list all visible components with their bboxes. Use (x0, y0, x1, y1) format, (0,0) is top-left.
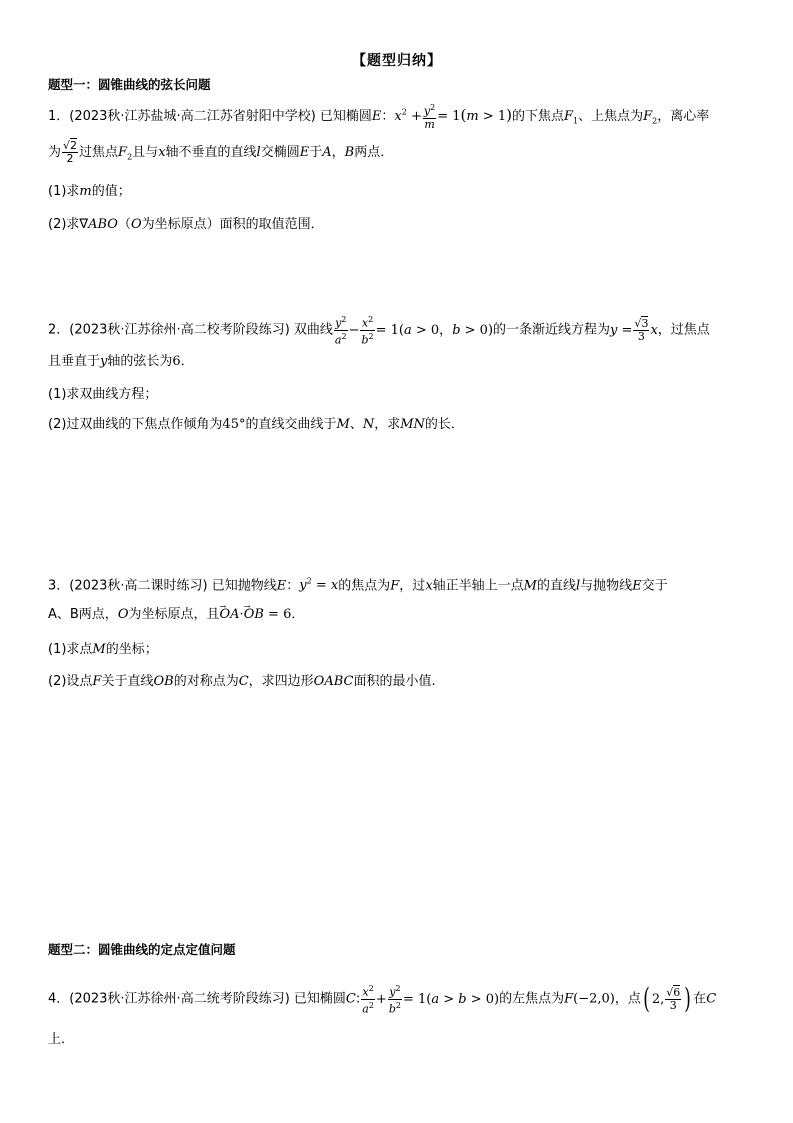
q2-source: 2．(2023秋·江苏徐州·高二校考阶段练习) 双曲线 (48, 322, 333, 338)
question-2-part-1: (1)求双曲线方程； (48, 387, 158, 402)
q2-sep: 、 (349, 417, 363, 432)
question-2-line-2 (48, 352, 194, 372)
q1-line-l: l (256, 145, 261, 160)
question-3-line-1: 3．(2023秋·高二课时练习) 已知抛物线E：$y^2 = x$的焦点为F，过x轴正半轴上一点M的直线l与抛物线E交于 (48, 577, 668, 594)
q2-tail1: ，过焦点 (657, 322, 710, 338)
question-1-part-1 (48, 182, 131, 202)
question-4-line-2: 上． (48, 1032, 75, 1047)
q3-dot-product: → OA·→ OB = 6 (220, 607, 292, 622)
question-1-line-2 (48, 140, 393, 168)
page-title: 【题型归纳】 (352, 53, 442, 69)
q3-curve-e: E (276, 578, 287, 594)
q1-part2-abo: ABO (88, 217, 118, 232)
q1-f2: $F_2$ (643, 108, 658, 126)
question-4-line-1: 4．(2023秋·江苏徐州·高二统考阶段练习) 已知椭圆C: $\frac{x^2}{a^2}$ + $\frac{y^2}{b^2}$ = 1(a > b > 0)的左焦点为F(−2,0)，点( 2, $\frac{√6}{3}$ ) 在C (48, 982, 717, 1016)
q4-source: 4．(2023秋·江苏徐州·高二统考阶段练习) 已知椭圆 (48, 991, 346, 1007)
q4-point: ( 2, $\frac{√6}{3}$ ) (643, 982, 691, 1016)
q1-mid1: 、上焦点为 (578, 108, 644, 124)
q3-mid3: 的直线 (536, 578, 576, 594)
question-3-part-1 (48, 640, 158, 660)
q1-line2-rest3: 轴不垂直的直线 (165, 145, 257, 160)
q3-part1-b: 的坐标； (105, 642, 158, 657)
q1-part2-mid: （ (117, 217, 131, 232)
q3-xaxis: x (425, 578, 433, 594)
question-3-part-2 (48, 672, 436, 692)
q3-part2-ob: OB (153, 674, 174, 689)
q2-point-m: M (336, 417, 350, 432)
question-1-part-2 (48, 215, 324, 235)
q2-after-eq: 的一条渐近线方程为 (493, 322, 611, 338)
q1-f2-b: $F_2$ (118, 145, 133, 162)
q1-eccentricity: $\frac{√2}{2}$ (63, 139, 78, 165)
q2-mn: MN (400, 417, 425, 432)
q2-part2-d: 的长． (424, 417, 464, 432)
q3-mid4: 与抛物线 (580, 578, 633, 594)
q3-focus-f: F (390, 578, 400, 594)
q3-source: 3．(2023秋·高二课时练习) 已知抛物线 (48, 578, 277, 594)
q1-f1: $F_1$ (564, 108, 579, 126)
section-heading-1: 题型一：圆锥曲线的弦长问题 (48, 77, 211, 92)
q3-line2-end: ． (291, 607, 305, 622)
q1-xaxis: x (158, 145, 166, 160)
q4-focus: F(−2,0) (564, 991, 615, 1007)
q3-part1-a: (1)求点 (48, 642, 93, 657)
question-2-part-2 (48, 415, 464, 435)
q4-equation: $\frac{x^2}{a^2}$ + $\frac{y^2}{b^2}$ = 1(a > b > 0) (362, 984, 500, 1016)
q3-part2-d: ，求四边形 (248, 674, 314, 689)
q1-part1-m: m (79, 184, 92, 199)
q2-line2-b: 轴的弦长为 (107, 354, 173, 369)
q1-line2-rest2: 且与 (132, 145, 159, 160)
q1-part2-o: O (130, 217, 142, 232)
q3-mid: ，过 (399, 578, 426, 594)
question-3-line-2 (48, 605, 304, 625)
q2-angle: 45° (222, 417, 246, 432)
q3-part2-oabc: OABC (313, 674, 354, 689)
q1-e2: E (299, 145, 310, 160)
question-1-line-1: 1．(2023秋·江苏盐城·高二江苏省射阳中学校) 已知椭圆E：$x^2$ + $\frac{y^2}{m}$ = 1(m > 1)的下焦点$F_1$、上焦点为$F_2$，离心率 (48, 103, 710, 131)
q1-curve-name: E (371, 108, 382, 124)
q2-part2-c: ，求 (374, 417, 401, 432)
q2-line2: 且垂直于 (48, 354, 101, 369)
q3-equation: $y^2 = x$ (299, 577, 339, 594)
q1-line2-rest4: 交椭圆 (260, 145, 300, 160)
q1-comma: ， (331, 145, 345, 160)
q2-part2-a: (2)过双曲线的下焦点作倾角为 (48, 417, 223, 432)
q3-after-eq: 的焦点为 (338, 578, 391, 594)
q3-part2-b: 关于直线 (101, 674, 154, 689)
q1-point-a: A (322, 145, 332, 160)
q4-tail: 在 (693, 991, 707, 1007)
q2-part2-b: 的直线交曲线于 (245, 417, 337, 432)
q1-source: 1．(2023秋·江苏盐城·高二江苏省射阳中学校) 已知椭圆 (48, 108, 372, 124)
q4-mid: ，点 (614, 991, 641, 1007)
q3-part2-e: 面积的最小值. (353, 674, 436, 689)
q3-point-m: M (523, 578, 537, 594)
q1-after-eq: 的下焦点 (511, 108, 564, 124)
q3-part2-c-point: C (238, 674, 249, 689)
q1-part2: (2)求∇ (48, 217, 89, 232)
q1-part1: (1)求 (48, 184, 80, 199)
q3-tail: 交于 (641, 578, 668, 594)
q1-line2-rest: 过焦点 (79, 145, 119, 160)
q3-part2-a: (2)设点 (48, 674, 93, 689)
q4-curve-c: C (345, 991, 356, 1007)
q4-curve-c2: C (706, 991, 717, 1007)
q1-part2-tail: 为坐标原点）面积的取值范围． (141, 217, 324, 232)
q4-after-eq: 的左焦点为 (499, 991, 565, 1007)
q3-part2-c: 的对称点为 (173, 674, 239, 689)
q1-line2-prefix: 为 (48, 145, 62, 160)
q3-part1-m: M (92, 642, 106, 657)
q1-line2-rest5: 于 (309, 145, 323, 160)
q3-curve-e2: E (632, 578, 642, 594)
q2-length: 6 (172, 354, 181, 369)
q1-tail1: ，离心率 (657, 108, 710, 124)
q1-line2-rest6: 两点． (354, 145, 394, 160)
q3-line2-b: 为坐标原点，且 (128, 607, 220, 622)
q2-equation: $\frac{y^2}{a^2}$ − $\frac{x^2}{b^2}$ = 1(a > 0，b > 0) (334, 315, 494, 347)
q3-origin-o: O (117, 607, 129, 622)
q3-line2-a: A、B两点， (48, 607, 118, 622)
q3-line-l: l (576, 578, 581, 594)
q2-line2-end: ． (180, 354, 194, 369)
q1-equation: $x^2$ + $\frac{y^2}{m}$ = 1(m > 1) (394, 103, 512, 131)
q3-part2-f: F (92, 674, 102, 689)
q3-mid2: 轴正半轴上一点 (432, 578, 524, 594)
q1-point-b: B (344, 145, 355, 160)
q2-point-n: N (362, 417, 375, 432)
question-2-line-1 (48, 314, 710, 346)
q2-asymptote: y = $\frac{√3}{3}$ x (610, 316, 658, 343)
q2-yaxis: y (100, 354, 108, 369)
section-heading-2: 题型二：圆锥曲线的定点定值问题 (48, 942, 236, 957)
q1-part1-tail: 的值； (91, 184, 131, 199)
